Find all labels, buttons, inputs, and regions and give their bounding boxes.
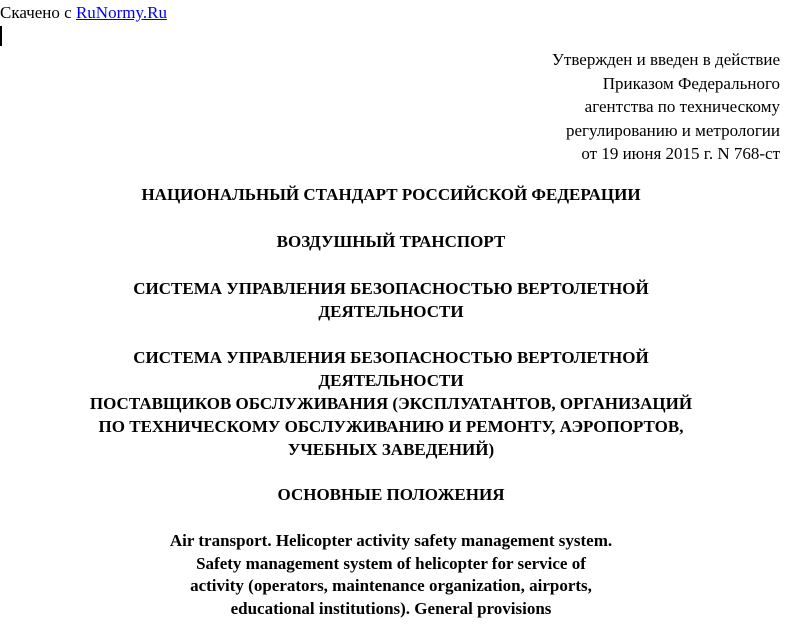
approval-line: регулированию и метрологии (565, 120, 780, 140)
main-provisions-heading (0, 484, 782, 506)
subtitle-line: ПОСТАВЩИКОВ ОБСЛУЖИВАНИЯ (ЭКСПЛУАТАНТОВ, ОРГАНИЗАЦИЙ (89, 394, 693, 413)
standard-title-line: НАЦИОНАЛЬНЫЙ СТАНДАРТ РОССИЙСКОЙ ФЕДЕРАЦИИ (141, 185, 641, 204)
approval-line: от 19 июня 2015 г. N 768-ст (581, 144, 780, 163)
system-title-line: ДЕЯТЕЛЬНОСТИ (318, 302, 464, 321)
source-prefix: Скачено с (0, 3, 76, 22)
approval-line: Утвержден и введен в действие (551, 50, 780, 69)
source-link[interactable]: RuNormy.Ru (75, 3, 167, 22)
approval-block (380, 48, 780, 166)
section-heading-line: ВОЗДУШНЫЙ ТРАНСПОРТ (276, 232, 506, 251)
section-heading (0, 231, 782, 253)
standard-title (0, 184, 782, 206)
subtitle (0, 346, 782, 461)
system-title (0, 277, 782, 323)
system-title-line: СИСТЕМА УПРАВЛЕНИЯ БЕЗОПАСНОСТЬЮ ВЕРТОЛЕТНОЙ (133, 279, 649, 298)
source-line (0, 2, 167, 24)
subtitle-line: УЧЕБНЫХ ЗАВЕДЕНИЙ) (287, 440, 495, 459)
english-title (0, 530, 782, 620)
subtitle-line: ПО ТЕХНИЧЕСКОМУ ОБСЛУЖИВАНИЮ И РЕМОНТУ, АЭРОПОРТОВ, (98, 417, 684, 436)
main-provisions-line: ОСНОВНЫЕ ПОЛОЖЕНИЯ (277, 485, 505, 504)
subtitle-line: СИСТЕМА УПРАВЛЕНИЯ БЕЗОПАСНОСТЬЮ ВЕРТОЛЕТНОЙ (133, 348, 649, 367)
approval-line: Приказом Федерального (602, 73, 780, 93)
english-title-line: educational institutions). General provisions (230, 598, 552, 618)
english-title-line: Safety management system of helicopter for service of (196, 553, 586, 573)
subtitle-line: ДЕЯТЕЛЬНОСТИ (318, 371, 464, 390)
approval-line: агентства по техническому (584, 97, 780, 116)
text-cursor (0, 26, 2, 46)
english-title-line: Air transport. Helicopter activity safety management system. (169, 531, 613, 550)
english-title-line: activity (operators, maintenance organization, airports, (190, 576, 592, 595)
